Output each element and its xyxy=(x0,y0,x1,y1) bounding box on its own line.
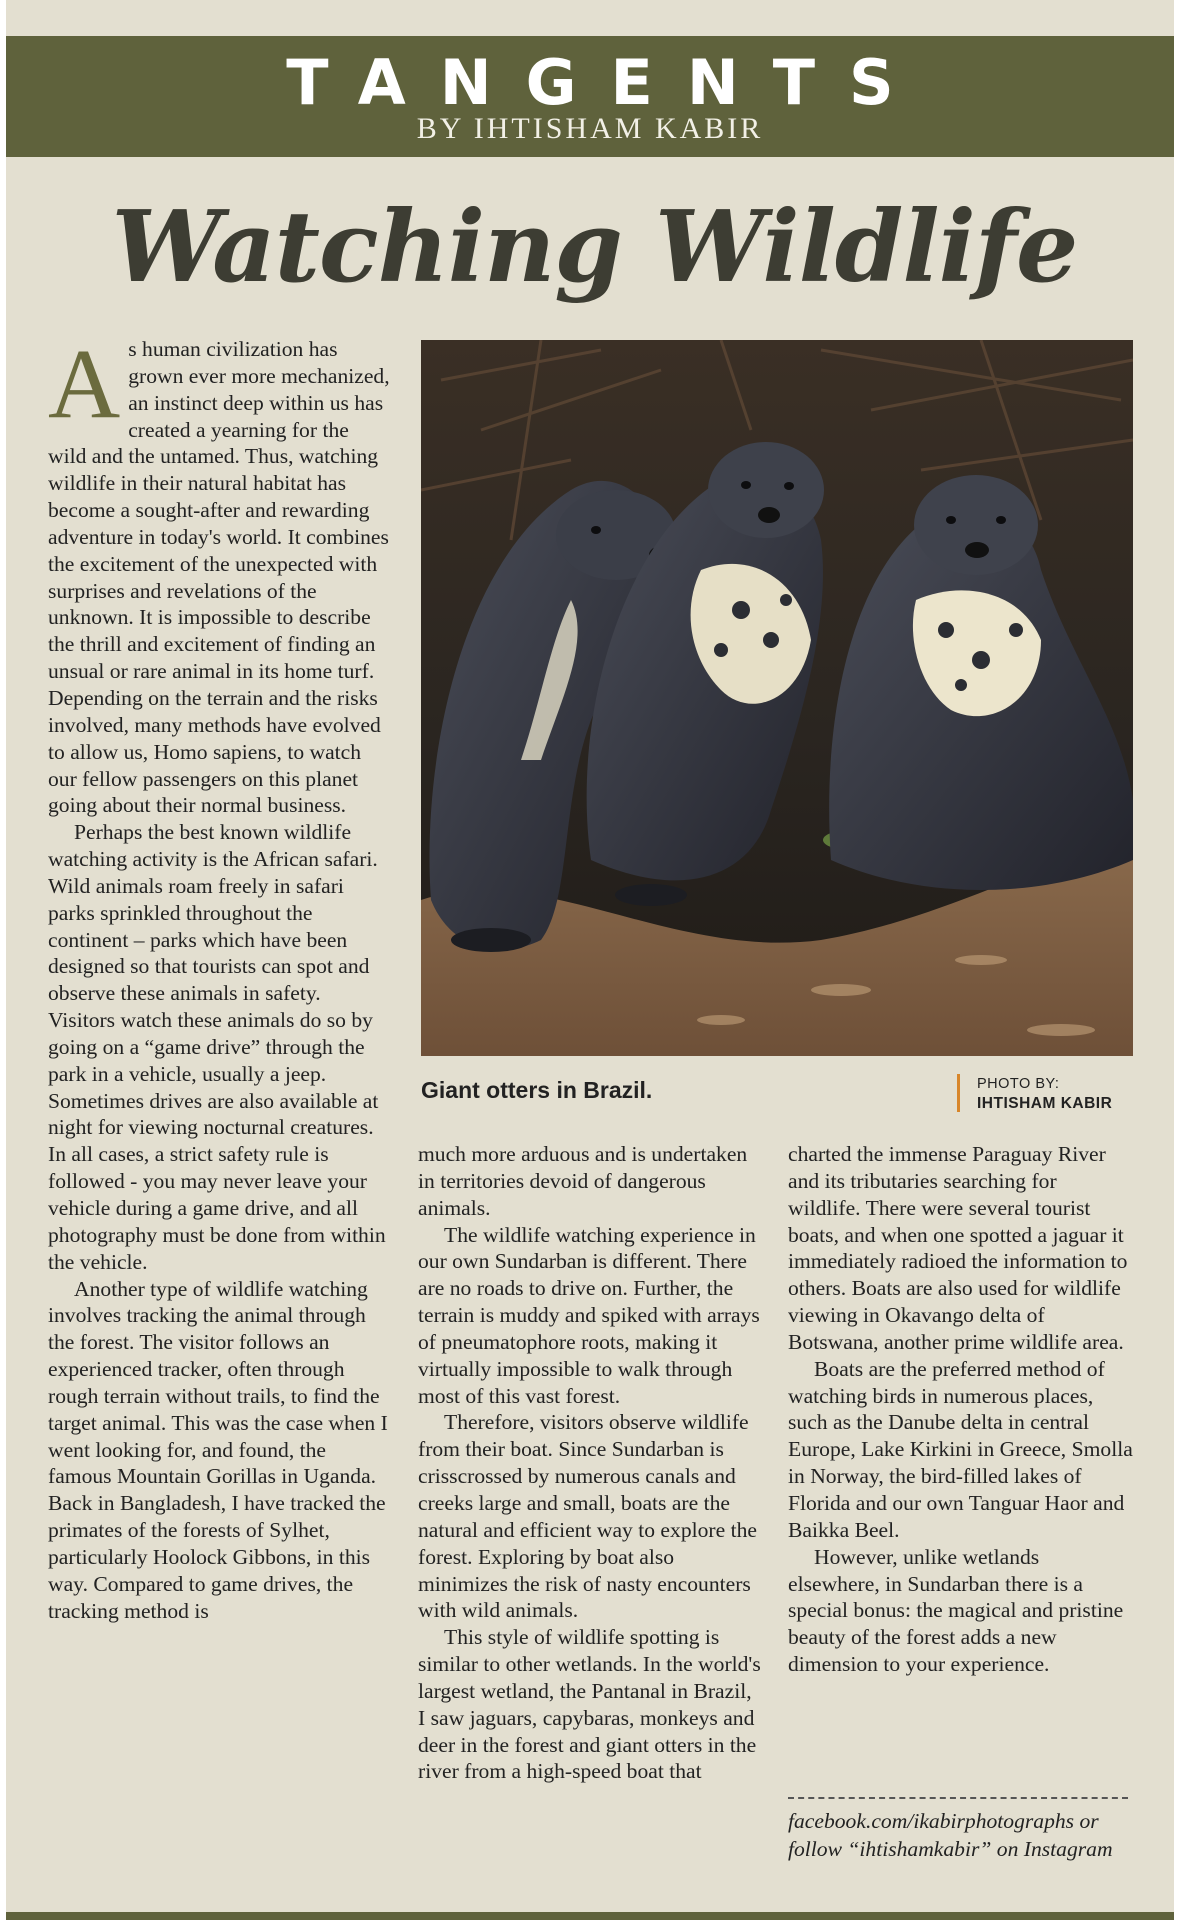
paragraph: The wildlife watching experience in our own Sundarban is different. There are no roads to drive on. Further, the terrain is muddy and spiked with arrays of pneumatophore roots, making it virtually impossible to walk through most of this vast forest. xyxy=(418,1222,760,1408)
paragraph: much more arduous and is undertaken in territories devoid of dangerous animals. xyxy=(418,1142,748,1220)
section-banner xyxy=(6,36,1174,157)
otters-photo xyxy=(421,340,1133,1056)
drop-cap: A xyxy=(48,328,121,439)
social-link[interactable]: facebook.com/ikabirphotographs or follow “ihtishamkabir” on Instagram xyxy=(788,1809,1113,1861)
paragraph: Another type of wildlife watching involves tracking the animal through the forest. The visitor follows an experienced tracker, often through rough terrain without trails, to find the target animal. This was the case when I went looking for, and found, the famous Mountain Gorillas in Uganda. Back in Bangladesh, I have tracked the primates of the forests of Sylhet, particularly Hoolock Gibbons, in this way. Compared to game drives, the tracking method is xyxy=(48,1276,388,1623)
credit-divider xyxy=(957,1074,960,1112)
credit-label: PHOTO BY: xyxy=(977,1076,1060,1092)
article-column-2 xyxy=(418,1141,763,1785)
paragraph: However, unlike wetlands elsewhere, in Sundarban there is a special bonus: the magical and pristine beauty of the forest adds a new dimension to your experience. xyxy=(788,1544,1124,1677)
article-column-1 xyxy=(48,328,390,1625)
paragraph: s human civilization has grown ever more mechanized, an instinct deep within us has created a yearning for the wild and the untamed. Thus, watching wildlife in their natural habitat has become a sought-after and rewarding adventure in today's world. It combines the excitement of the unexpected with surprises and revelations of the unknown. It is impossible to describe the thrill and excitement of finding an unsual or rare animal in its home turf. Depending on the terrain and the risks involved, many methods have evolved to allow us, Homo sapiens, to watch our fellow passengers on this planet going about their normal business. xyxy=(48,337,390,818)
paragraph: This style of wildlife spotting is similar to other wetlands. In the world's largest wetland, the Pantanal in Brazil, I saw jaguars, capybaras, monkeys and deer in the forest and giant otters in the river from a high-speed boat that xyxy=(418,1625,761,1784)
author-byline: BY IHTISHAM KABIR xyxy=(416,112,764,145)
paragraph: Therefore, visitors observe wildlife from their boat. Since Sundarban is crisscrossed by numerous canals and creeks large and small, boats are the natural and efficient way to explore the forest. Exploring by boat also minimizes the risk of nasty encounters with wild animals. xyxy=(418,1410,757,1623)
credit-name: IHTISHAM KABIR xyxy=(977,1095,1113,1112)
paragraph: Perhaps the best known wildlife watching activity is the African safari. Wild animals roam freely in safari parks sprinkled throughout the continent – parks which have been designed so that tourists can spot and observe these animals in safety. Visitors watch these animals do so by going on a “game drive” through the park in a vehicle, usually a jeep. Sometimes drives are also available at night for viewing nocturnal creatures. In all cases, a strict safety rule is followed - you may never leave your vehicle during a game drive, and all photography must be done from within the vehicle. xyxy=(48,820,386,1274)
photo-caption: Giant otters in Brazil. xyxy=(421,1077,653,1103)
photo-credit xyxy=(977,1075,1112,1113)
divider xyxy=(788,1797,1128,1799)
otters-illustration xyxy=(421,340,1133,1056)
article-column-3 xyxy=(788,1141,1133,1678)
article-headline: Watching Wildlife xyxy=(111,190,1078,305)
paragraph: charted the immense Paraguay River and its tributaries searching for wildlife. There were several tourist boats, and when one spotted a jaguar it immediately radioed the information to others. Boats are also used for wildlife viewing in Okavango delta of Botswana, another prime wildlife area. xyxy=(788,1142,1128,1354)
section-title: TANGENTS xyxy=(286,46,928,119)
bottom-bar xyxy=(6,1912,1174,1920)
paragraph: Boats are the preferred method of watching birds in numerous places, such as the Danube delta in central Europe, Lake Kirkini in Greece, Smolla in Norway, the bird-filled lakes of Florida and our own Tanguar Haor and Baikka Beel. xyxy=(788,1356,1133,1542)
